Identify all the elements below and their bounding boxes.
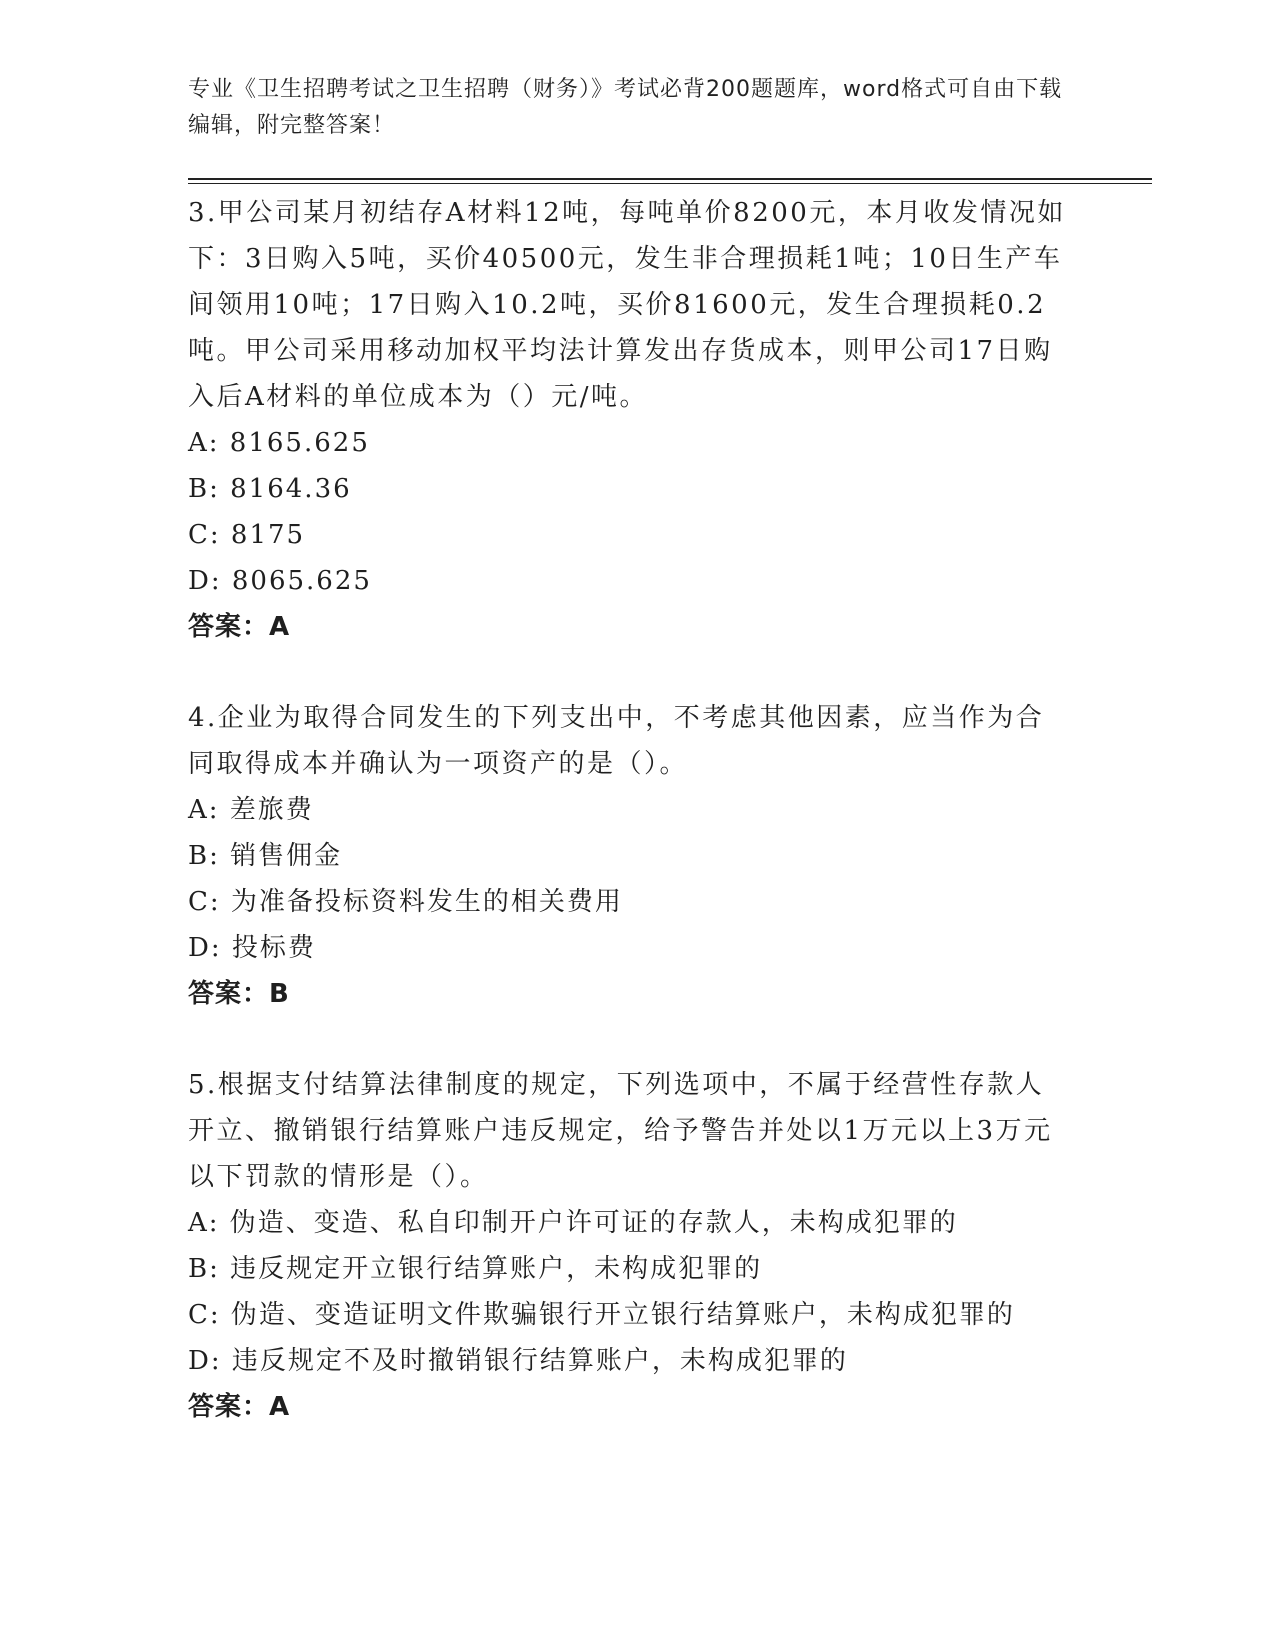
option-b: B: 8164.36 bbox=[188, 474, 352, 504]
header-rule-thick bbox=[188, 178, 1152, 180]
option-d: D: 投标费 bbox=[188, 933, 316, 963]
option-c: C: 为准备投标资料发生的相关费用 bbox=[188, 887, 623, 917]
option-a: A: 差旅费 bbox=[188, 795, 314, 825]
option-a: A: 8165.625 bbox=[188, 428, 370, 458]
answer-line: 答案：B bbox=[188, 979, 290, 1009]
question-stem: 5.根据支付结算法律制度的规定，下列选项中，不属于经营性存款人开立、撤销银行结算账户违反规定，给予警告并处以1万元以上3万元以下罚款的情形是（）。 bbox=[188, 1070, 1053, 1192]
option-c: C: 8175 bbox=[188, 520, 306, 550]
option-c: C: 伪造、变造证明文件欺骗银行开立银行结算账户，未构成犯罪的 bbox=[188, 1300, 1015, 1330]
question-4 bbox=[188, 695, 1068, 1017]
option-b: B: 销售佣金 bbox=[188, 841, 343, 871]
question-stem: 3.甲公司某月初结存A材料12吨，每吨单价8200元，本月收发情况如下：3日购入5吨，买价40500元，发生非合理损耗1吨；10日生产车间领用10吨；17日购入10.2吨，买价81600元，发生合理损耗0.2吨。甲公司采用移动加权平均法计算发出存货成本，则甲公司17日购入后A材料的单位成本为（）元/吨。 bbox=[188, 198, 1066, 412]
question-3 bbox=[188, 190, 1068, 650]
document-header: 专业《卫生招聘考试之卫生招聘（财务）》考试必背200题题库，word格式可自由下载编辑，附完整答案！ bbox=[188, 77, 1063, 138]
question-stem: 4.企业为取得合同发生的下列支出中，不考虑其他因素，应当作为合同取得成本并确认为一项资产的是（）。 bbox=[188, 703, 1045, 779]
option-d: D: 8065.625 bbox=[188, 566, 372, 596]
question-5 bbox=[188, 1062, 1068, 1430]
question-spacer bbox=[188, 1017, 1068, 1062]
option-b: B: 违反规定开立银行结算账户，未构成犯罪的 bbox=[188, 1254, 763, 1284]
option-d: D: 违反规定不及时撤销银行结算账户，未构成犯罪的 bbox=[188, 1346, 848, 1376]
question-list bbox=[188, 190, 1068, 1430]
answer-line: 答案：A bbox=[188, 612, 291, 642]
question-spacer bbox=[188, 650, 1068, 695]
option-a: A: 伪造、变造、私自印制开户许可证的存款人，未构成犯罪的 bbox=[188, 1208, 958, 1238]
header-rule-thin bbox=[188, 183, 1152, 184]
answer-line: 答案：A bbox=[188, 1392, 291, 1422]
